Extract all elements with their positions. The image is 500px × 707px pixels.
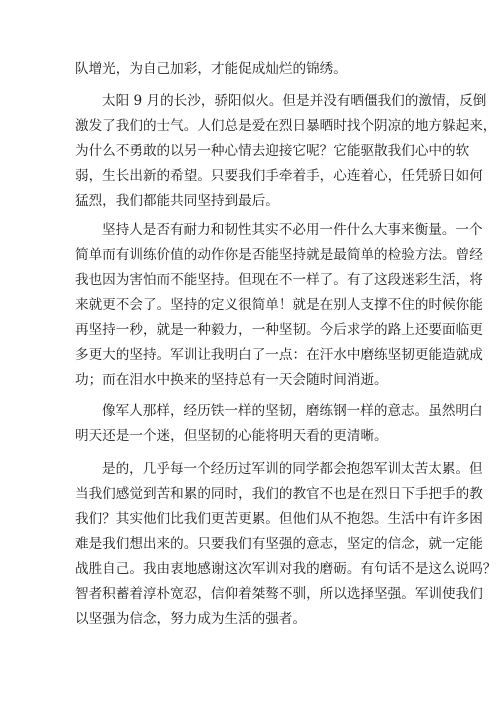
text-line: 猛烈，我们都能共同坚持到最后。 bbox=[75, 193, 279, 209]
text-line: 为什么不勇敢的以另一种心情去迎接它呢？它能驱散我们心中的软 bbox=[75, 143, 470, 159]
paragraph-hardship bbox=[75, 457, 497, 632]
text-line: 激发了我们的士气。人们总是爱在烈日暴晒时找个阴凉的地方躲起来， bbox=[75, 118, 497, 134]
text-line: 来就更不会了。坚持的定义很简单！就是在别人支撑不住的时候你能 bbox=[75, 297, 483, 313]
text-line: 以坚强为信念，努力成为生活的强者。 bbox=[75, 611, 307, 627]
text-line: 太阳 9 月的长沙，骄阳似火。但是并没有晒僵我们的激情，反倒 bbox=[102, 93, 487, 109]
text-line: 功；而在泪水中换来的坚持总有一天会随时间消逝。 bbox=[75, 372, 388, 388]
text-line: 智者积蓄着淳朴宽忍，信仰着桀骜不驯，所以选择坚强。军训使我们 bbox=[75, 586, 483, 602]
paragraph-persistence bbox=[75, 218, 483, 393]
text-line: 像军人那样，经历铁一样的坚韧，磨练钢一样的意志。虽然明白 bbox=[102, 403, 483, 419]
paragraph-continuation bbox=[75, 57, 431, 82]
text-line: 多更大的坚持。军训让我明白了一点：在汗水中磨练坚韧更能造就成 bbox=[75, 347, 483, 363]
text-line: 再坚持一秒，就是一种毅力，一种坚韧。今后求学的路上还要面临更 bbox=[75, 322, 483, 338]
text-line: 是的，几乎每一个经历过军训的同学都会抱怨军训太苦太累。但 bbox=[102, 461, 483, 477]
text-line: 难是我们想出来的。只要我们有坚强的意志，坚定的信念，就一定能 bbox=[75, 536, 483, 552]
text-line: 简单而有训练价值的动作你是否能坚持就是最简单的检验方法。曾经 bbox=[75, 247, 483, 263]
text-line: 当我们感觉到苦和累的同时，我们的教官不也是在烈日下手把手的教 bbox=[75, 486, 483, 502]
text-line: 坚持人是否有耐力和韧性其实不必用一件什么大事来衡量。一个 bbox=[102, 222, 483, 238]
paragraph-soldier bbox=[75, 399, 483, 449]
paragraph-sun bbox=[75, 89, 497, 214]
text-line: 弱，生长出新的希望。只要我们手牵着手，心连着心，任凭骄日如何 bbox=[75, 168, 483, 184]
text-line: 我们？其实他们比我们更苦更累。但他们从不抱怨。生活中有许多困 bbox=[75, 511, 483, 527]
text-line: 明天还是一个迷，但坚韧的心能将明天看的更清晰。 bbox=[75, 428, 388, 444]
text-line: 队增光，为自己加彩，才能促成灿烂的锦绣。 bbox=[75, 61, 347, 77]
text-line: 我也因为害怕而不能坚持。但现在不一样了。有了这段迷彩生活，将 bbox=[75, 272, 483, 288]
text-line: 战胜自己。我由衷地感谢这次军训对我的磨砺。有句话不是这么说吗？ bbox=[75, 561, 497, 577]
